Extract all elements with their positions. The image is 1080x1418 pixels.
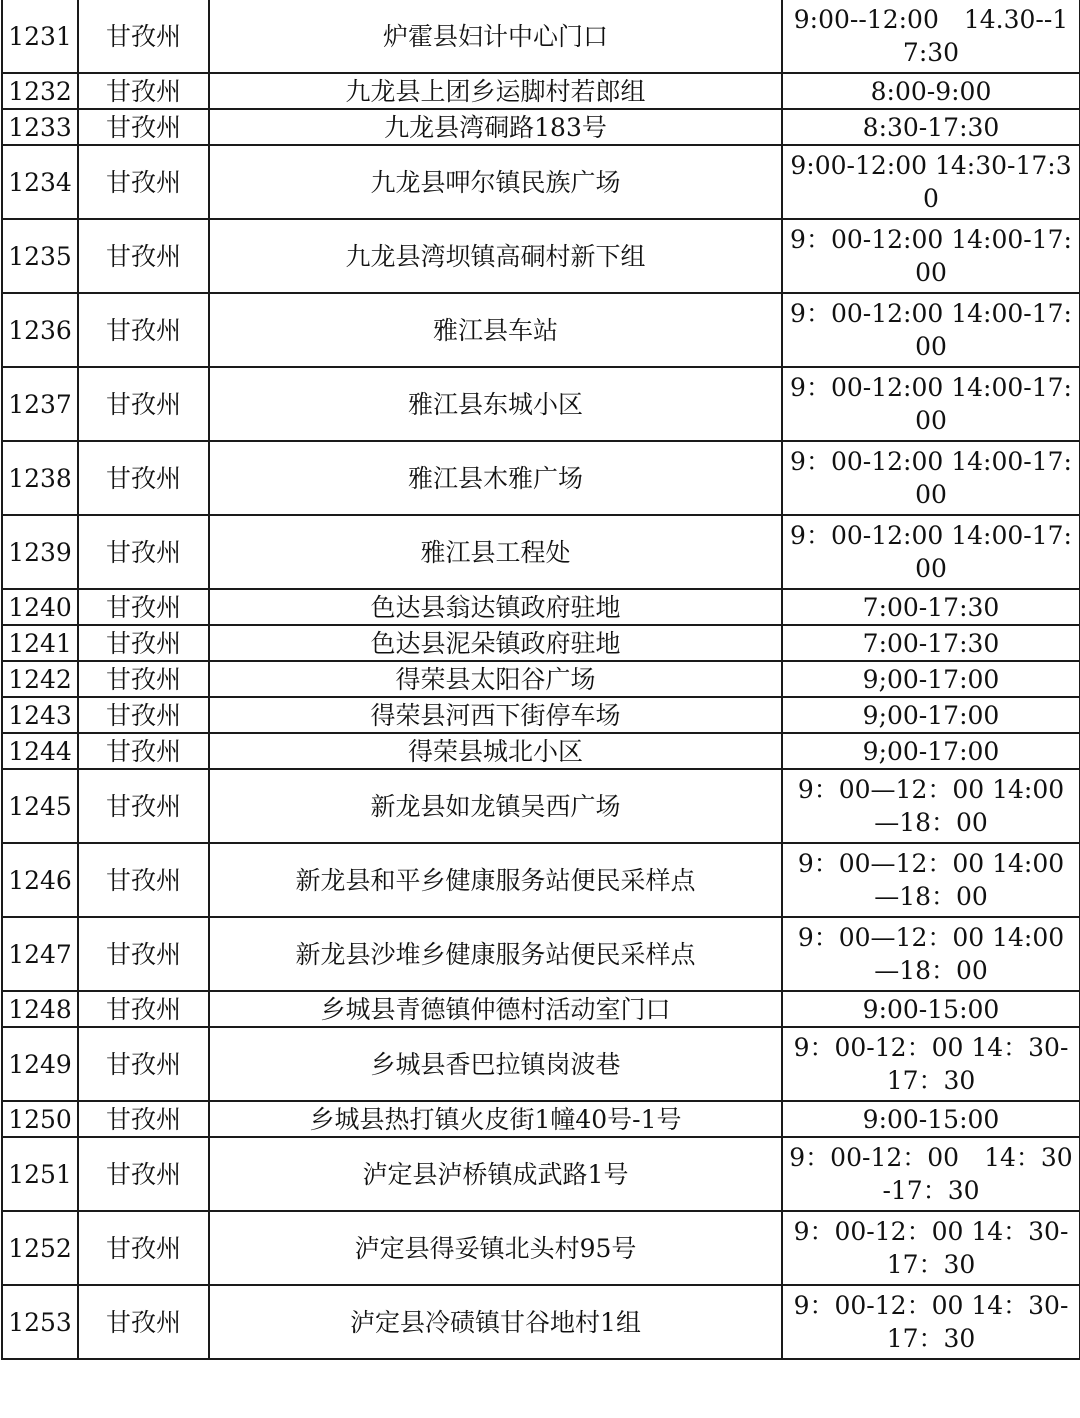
table-row <box>2 1211 1080 1285</box>
city-name: 甘孜州 <box>105 592 181 622</box>
city-name: 甘孜州 <box>105 994 181 1024</box>
row-number: 1232 <box>8 76 72 106</box>
site-address: 雅江县木雅广场 <box>407 463 583 493</box>
site-address: 九龙县呷尔镇民族广场 <box>370 167 621 197</box>
time-cell <box>782 917 1080 991</box>
table-row <box>2 73 1080 109</box>
row-number-cell <box>2 1211 78 1285</box>
row-number-cell <box>2 1027 78 1101</box>
time-cell <box>782 1137 1080 1211</box>
service-hours: 9：00—12：00 14:00—18：00 <box>797 849 1065 911</box>
row-number: 1238 <box>8 463 72 493</box>
table-row <box>2 843 1080 917</box>
row-number-cell <box>2 367 78 441</box>
address-cell <box>209 441 782 515</box>
city-cell <box>78 1137 209 1211</box>
table-row <box>2 589 1080 625</box>
table-row <box>2 1137 1080 1211</box>
city-cell <box>78 843 209 917</box>
city-name: 甘孜州 <box>105 939 181 969</box>
city-name: 甘孜州 <box>105 865 181 895</box>
service-hours: 9：00-12：00 14：30-17：30 <box>793 1291 1069 1353</box>
time-cell <box>782 515 1080 589</box>
site-address: 九龙县湾硐路183号 <box>384 112 607 142</box>
site-address: 九龙县上团乡运脚村若郎组 <box>345 76 646 106</box>
city-name: 甘孜州 <box>105 664 181 694</box>
table-row <box>2 109 1080 145</box>
site-address: 雅江县工程处 <box>420 537 571 567</box>
address-cell <box>209 661 782 697</box>
row-number: 1245 <box>8 791 72 821</box>
site-address: 新龙县如龙镇吴西广场 <box>370 791 621 821</box>
row-number: 1239 <box>8 537 72 567</box>
city-name: 甘孜州 <box>105 241 181 271</box>
city-cell <box>78 991 209 1027</box>
city-name: 甘孜州 <box>105 1233 181 1263</box>
address-cell <box>209 769 782 843</box>
time-cell <box>782 293 1080 367</box>
city-cell <box>78 589 209 625</box>
row-number: 1237 <box>8 389 72 419</box>
address-cell <box>209 73 782 109</box>
row-number: 1241 <box>8 628 72 658</box>
site-address: 泸定县泸桥镇成武路1号 <box>362 1159 629 1189</box>
city-cell <box>78 441 209 515</box>
address-cell <box>209 0 782 73</box>
address-cell <box>209 219 782 293</box>
city-name: 甘孜州 <box>105 1307 181 1337</box>
time-cell <box>782 769 1080 843</box>
table-row <box>2 1101 1080 1137</box>
table-row <box>2 367 1080 441</box>
city-name: 甘孜州 <box>105 21 181 51</box>
table-row <box>2 991 1080 1027</box>
row-number: 1249 <box>8 1049 72 1079</box>
site-address: 雅江县东城小区 <box>407 389 583 419</box>
city-name: 甘孜州 <box>105 1049 181 1079</box>
row-number: 1250 <box>8 1104 72 1134</box>
table-row <box>2 0 1080 73</box>
time-cell <box>782 0 1080 73</box>
site-address: 得荣县城北小区 <box>407 736 583 766</box>
table-row <box>2 769 1080 843</box>
city-name: 甘孜州 <box>105 76 181 106</box>
address-cell <box>209 293 782 367</box>
address-cell <box>209 697 782 733</box>
time-cell <box>782 625 1080 661</box>
row-number-cell <box>2 589 78 625</box>
service-hours: 9;00-17:00 <box>862 664 1000 694</box>
time-cell <box>782 73 1080 109</box>
service-hours: 7:00-17:30 <box>862 628 1000 658</box>
address-cell <box>209 367 782 441</box>
row-number-cell <box>2 625 78 661</box>
service-hours: 9：00-12：00 14：30-17：30 <box>793 1033 1069 1095</box>
time-cell <box>782 367 1080 441</box>
city-cell <box>78 1027 209 1101</box>
time-cell <box>782 697 1080 733</box>
row-number: 1240 <box>8 592 72 622</box>
city-name: 甘孜州 <box>105 736 181 766</box>
city-name: 甘孜州 <box>105 1159 181 1189</box>
service-hours: 9:00-15:00 <box>862 1104 1000 1134</box>
row-number-cell <box>2 733 78 769</box>
row-number-cell <box>2 1101 78 1137</box>
city-name: 甘孜州 <box>105 389 181 419</box>
row-number-cell <box>2 697 78 733</box>
row-number-cell <box>2 661 78 697</box>
time-cell <box>782 733 1080 769</box>
service-hours: 9：00—12：00 14:00—18：00 <box>797 923 1065 985</box>
row-number-cell <box>2 1137 78 1211</box>
table-row <box>2 1027 1080 1101</box>
address-cell <box>209 1027 782 1101</box>
site-address: 得荣县河西下街停车场 <box>370 700 621 730</box>
address-cell <box>209 991 782 1027</box>
row-number-cell <box>2 219 78 293</box>
row-number: 1252 <box>8 1233 72 1263</box>
table-row <box>2 917 1080 991</box>
city-name: 甘孜州 <box>105 315 181 345</box>
address-cell <box>209 733 782 769</box>
row-number-cell <box>2 293 78 367</box>
city-cell <box>78 219 209 293</box>
table-row <box>2 219 1080 293</box>
service-hours: 9:00--12:00 14.30--17:30 <box>793 5 1069 67</box>
city-cell <box>78 1285 209 1359</box>
service-hours: 9:00-12:00 14:30-17:30 <box>790 151 1072 213</box>
time-cell <box>782 109 1080 145</box>
service-hours: 9：00-12：00 14：30-17：30 <box>789 1143 1073 1205</box>
city-cell <box>78 625 209 661</box>
row-number: 1234 <box>8 167 72 197</box>
time-cell <box>782 1211 1080 1285</box>
address-cell <box>209 1285 782 1359</box>
row-number: 1236 <box>8 315 72 345</box>
row-number-cell <box>2 769 78 843</box>
service-hours: 9;00-17:00 <box>862 700 1000 730</box>
city-cell <box>78 697 209 733</box>
row-number: 1233 <box>8 112 72 142</box>
row-number-cell <box>2 0 78 73</box>
city-name: 甘孜州 <box>105 112 181 142</box>
row-number-cell <box>2 441 78 515</box>
time-cell <box>782 1101 1080 1137</box>
service-hours: 8:30-17:30 <box>862 112 1000 142</box>
city-cell <box>78 917 209 991</box>
site-address: 乡城县香巴拉镇岗波巷 <box>370 1049 621 1079</box>
time-cell <box>782 441 1080 515</box>
table-row <box>2 625 1080 661</box>
time-cell <box>782 145 1080 219</box>
row-number: 1253 <box>8 1307 72 1337</box>
city-cell <box>78 73 209 109</box>
service-hours: 9：00-12:00 14:00-17:00 <box>790 521 1072 583</box>
city-name: 甘孜州 <box>105 628 181 658</box>
service-hours: 9：00—12：00 14:00—18：00 <box>797 775 1065 837</box>
site-address: 新龙县沙堆乡健康服务站便民采样点 <box>295 939 696 969</box>
row-number: 1243 <box>8 700 72 730</box>
city-cell <box>78 515 209 589</box>
table-body <box>2 0 1080 1359</box>
table-row <box>2 441 1080 515</box>
row-number-cell <box>2 145 78 219</box>
table-row <box>2 697 1080 733</box>
row-number: 1231 <box>8 21 72 51</box>
city-cell <box>78 293 209 367</box>
site-address: 色达县泥朵镇政府驻地 <box>370 628 621 658</box>
sampling-sites-table <box>1 0 1080 1360</box>
city-name: 甘孜州 <box>105 791 181 821</box>
address-cell <box>209 843 782 917</box>
address-cell <box>209 1101 782 1137</box>
address-cell <box>209 1137 782 1211</box>
service-hours: 9：00-12：00 14：30-17：30 <box>793 1217 1069 1279</box>
service-hours: 9;00-17:00 <box>862 736 1000 766</box>
table-row <box>2 661 1080 697</box>
address-cell <box>209 1211 782 1285</box>
row-number-cell <box>2 109 78 145</box>
row-number: 1251 <box>8 1159 72 1189</box>
service-hours: 9：00-12:00 14:00-17:00 <box>790 299 1072 361</box>
row-number-cell <box>2 73 78 109</box>
site-address: 乡城县热打镇火皮街1幢40号-1号 <box>309 1104 682 1134</box>
row-number: 1244 <box>8 736 72 766</box>
city-cell <box>78 1211 209 1285</box>
row-number-cell <box>2 843 78 917</box>
city-name: 甘孜州 <box>105 700 181 730</box>
site-address: 泸定县冷碛镇甘谷地村1组 <box>350 1307 641 1337</box>
table-row <box>2 145 1080 219</box>
service-hours: 9:00-15:00 <box>862 994 1000 1024</box>
service-hours: 9：00-12:00 14:00-17:00 <box>790 447 1072 509</box>
site-address: 九龙县湾坝镇高硐村新下组 <box>345 241 646 271</box>
service-hours: 9：00-12:00 14:00-17:00 <box>790 225 1072 287</box>
city-cell <box>78 769 209 843</box>
city-name: 甘孜州 <box>105 463 181 493</box>
time-cell <box>782 991 1080 1027</box>
address-cell <box>209 109 782 145</box>
city-name: 甘孜州 <box>105 537 181 567</box>
service-hours: 9：00-12:00 14:00-17:00 <box>790 373 1072 435</box>
address-cell <box>209 589 782 625</box>
time-cell <box>782 1027 1080 1101</box>
row-number: 1248 <box>8 994 72 1024</box>
table-row <box>2 515 1080 589</box>
site-address: 得荣县太阳谷广场 <box>395 664 596 694</box>
address-cell <box>209 515 782 589</box>
address-cell <box>209 917 782 991</box>
site-address: 色达县翁达镇政府驻地 <box>370 592 621 622</box>
time-cell <box>782 661 1080 697</box>
table-row <box>2 1285 1080 1359</box>
table-row <box>2 293 1080 367</box>
table-row <box>2 733 1080 769</box>
time-cell <box>782 843 1080 917</box>
row-number-cell <box>2 1285 78 1359</box>
site-address: 乡城县青德镇仲德村活动室门口 <box>320 994 671 1024</box>
time-cell <box>782 589 1080 625</box>
address-cell <box>209 625 782 661</box>
time-cell <box>782 1285 1080 1359</box>
city-cell <box>78 661 209 697</box>
city-cell <box>78 1101 209 1137</box>
site-address: 新龙县和平乡健康服务站便民采样点 <box>295 865 696 895</box>
city-cell <box>78 0 209 73</box>
site-address: 雅江县车站 <box>432 315 558 345</box>
row-number: 1242 <box>8 664 72 694</box>
row-number: 1247 <box>8 939 72 969</box>
city-name: 甘孜州 <box>105 1104 181 1134</box>
site-address: 炉霍县妇计中心门口 <box>382 21 608 51</box>
row-number-cell <box>2 515 78 589</box>
row-number-cell <box>2 991 78 1027</box>
city-cell <box>78 145 209 219</box>
site-address: 泸定县得妥镇北头村95号 <box>354 1233 637 1263</box>
service-hours: 7:00-17:30 <box>862 592 1000 622</box>
row-number: 1235 <box>8 241 72 271</box>
row-number: 1246 <box>8 865 72 895</box>
city-cell <box>78 109 209 145</box>
city-name: 甘孜州 <box>105 167 181 197</box>
address-cell <box>209 145 782 219</box>
city-cell <box>78 367 209 441</box>
service-hours: 8:00-9:00 <box>870 76 992 106</box>
time-cell <box>782 219 1080 293</box>
row-number-cell <box>2 917 78 991</box>
city-cell <box>78 733 209 769</box>
